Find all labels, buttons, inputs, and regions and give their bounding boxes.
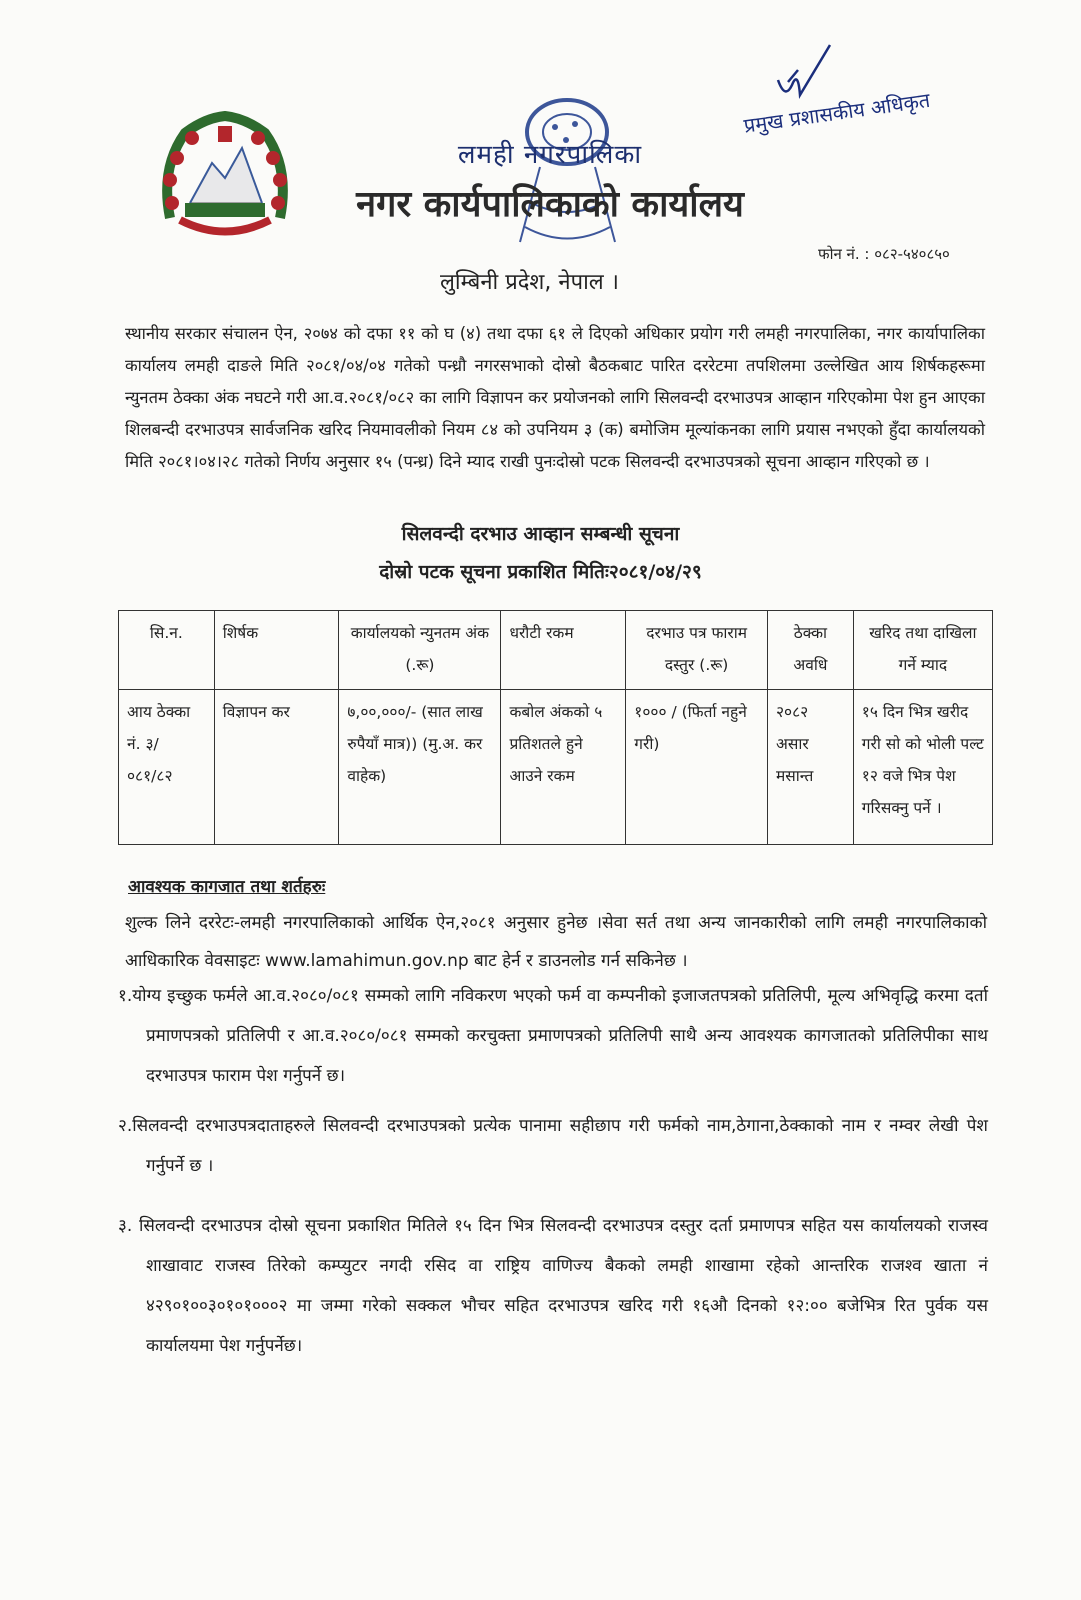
table-header-cell: दरभाउ पत्र फाराम दस्तुर (.रू): [626, 611, 768, 690]
table-header-cell: धरौटी रकम: [501, 611, 626, 690]
table-header-cell: सि.न.: [119, 611, 215, 690]
table-cell: कबोल अंकको ५ प्रतिशतले हुने आउने रकम: [501, 690, 626, 845]
office-title: नगर कार्यपालिकाको कार्यालय: [356, 184, 744, 225]
table-cell: आय ठेक्का नं. ३/ ०८१/८२: [119, 690, 215, 845]
province-line: लुम्बिनी प्रदेश, नेपाल ।: [440, 270, 620, 295]
phone-number: फोन नं. : ०८२-५४०८५०: [818, 245, 950, 263]
table-header-row: [119, 611, 993, 690]
table-cell: विज्ञापन कर: [214, 690, 339, 845]
condition-item-1: १.योग्य इच्छुक फर्मले आ.व.२०८०/०८१ सम्मको लागि नविकरण भएको फर्म वा कम्पनीको इजाजतपत्रको प्रतिलिपी, मूल्य अभिवृद्धि करमा दर्ता प्रमाणपत्रको प्रतिलिपी र आ.व.२०८०/०८१ सम्मको करचुक्ता प्रमाणपत्रको प्रतिलिपी साथै अन्य आवश्यक कागजातको प्रतिलिपीका साथ दरभाउपत्र फाराम पेश गर्नुपर्ने छ।: [118, 986, 988, 1086]
condition-item-3: ३. सिलवन्दी दरभाउपत्र दोस्रो सूचना प्रकाशित मितिले १५ दिन भित्र सिलवन्दी दरभाउपत्र दस्तुर दर्ता प्रमाणपत्र सहित यस कार्यालयको राजस्व शाखावाट राजस्व तिरेको कम्प्युटर नगदी रसिद वा राष्ट्रिय वाणिज्य बैकको लमही शाखामा रहेको आन्तरिक राजश्व खाता नं ४२९०१००३०१०१०००२ मा जम्मा गरेको सक्कल भौचर सहित दरभाउपत्र खरिद गरी १६औ दिनको १२:०० बजेभित्र रित पुर्वक यस कार्यालयमा पेश गर्नुपर्नेछ।: [118, 1216, 988, 1356]
table-header-cell: कार्यालयको न्युनतम अंक (.रू): [339, 611, 501, 690]
table-cell: ७,००,०००/- (सात लाख रुपैयाँ मात्र)) (मु.अ. कर वाहेक): [339, 690, 501, 845]
table-cell: १००० / (फिर्ता नहुने गरी): [626, 690, 768, 845]
conditions-heading: आवश्यक कागजात तथा शर्तहरुः: [128, 877, 326, 897]
municipality-name: लमही नगरपालिका: [457, 140, 643, 170]
table-cell: २०८२ असार मसान्त: [768, 690, 854, 845]
table-header-cell: शिर्षक: [214, 611, 339, 690]
nepal-emblem-icon: [150, 108, 300, 253]
fee-note-paragraph: शुल्क लिने दररेटः-लमही नगरपालिकाको आर्थिक ऐन,२०८१ अनुसार हुनेछ ।सेवा सर्त तथा अन्य जानकारीको लागि लमही नगरपालिकाको आधिकारिक वेवसाइटः www.lamahimun.gov.np बाट हेर्न र डाउनलोड गर्न सकिनेछ ।: [125, 913, 987, 971]
table-header-cell: खरिद तथा दाखिला गर्ने म्याद: [853, 611, 992, 690]
table-row: [119, 690, 993, 845]
table-cell: १५ दिन भित्र खरीद गरी सो को भोली पल्ट १२ वजे भित्र पेश गरिसक्नु पर्ने ।: [853, 690, 992, 845]
designation-stamp: प्रमुख प्रशासकीय अधिकृत: [742, 87, 932, 138]
notice-title: सिलवन्दी दरभाउ आव्हान सम्बन्धी सूचना: [401, 523, 680, 545]
municipality-seal-stamp: [500, 92, 635, 262]
table-header-cell: ठेक्का अवधि: [768, 611, 854, 690]
notice-published-date: दोस्रो पटक सूचना प्रकाशित मितिः२०८१/०४/२९: [379, 561, 702, 583]
condition-item-2: २.सिलवन्दी दरभाउपत्रदाताहरुले सिलवन्दी दरभाउपत्रको प्रत्येक पानामा सहीछाप गरी फर्मको नाम,ठेगाना,ठेक्काको नाम र नम्वर लेखी पेश गर्नुपर्ने छ ।: [118, 1116, 988, 1176]
bid-table: [118, 610, 993, 845]
intro-paragraph: स्थानीय सरकार संचालन ऐन, २०७४ को दफा ११ को घ (४) तथा दफा ६१ ले दिएको अधिकार प्रयोग गरी लमही नगरपालिका, नगर कार्यापालिका कार्यालय लमही दाङले मिति २०८१/०४/०४ गतेको पन्ध्रौ नगरसभाको दोस्रो बैठकबाट पारित दररेटमा तपशिलमा उल्लेखित आय शिर्षकहरूमा न्युनतम ठेक्का अंक नघटने गरी आ.व.२०८१/०८२ का लागि विज्ञापन कर प्रयोजनको लागि सिलवन्दी दरभाउपत्र आव्हान गरिएकोमा पेश हुन आएका शिलबन्दी दरभाउपत्र सार्वजनिक खरिद नियमावलीको नियम ८४ को उपनियम ३ (क) बमोजिम मूल्यांकनका लागि प्रयास नभएको हुँदा कार्यालयको मिति २०८१।०४।२८ गतेको निर्णय अनुसार १५ (पन्ध्र) दिने म्याद राखी पुनःदोस्रो पटक सिलवन्दी दरभाउपत्रको सूचना आव्हान गरिएको छ ।: [125, 324, 985, 471]
